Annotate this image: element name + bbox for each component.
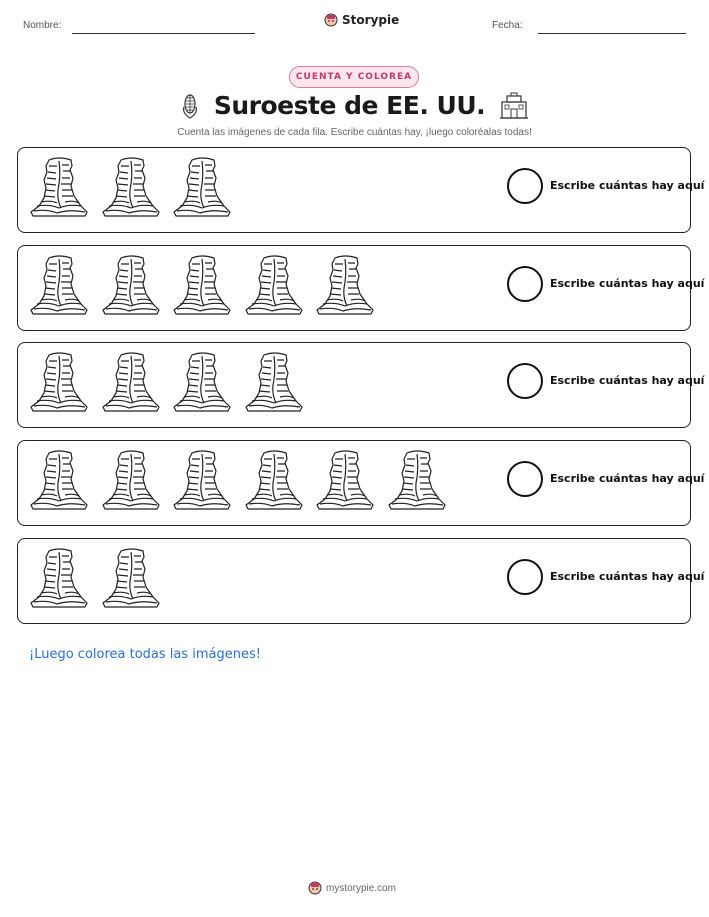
butte-rock-icon: [29, 547, 89, 611]
date-line[interactable]: [538, 33, 686, 34]
butte-rock-icon: [101, 547, 161, 611]
butte-rock-icon: [101, 351, 161, 415]
butte-rock-icon: [172, 254, 232, 318]
storypie-logo-icon: [324, 13, 338, 27]
butte-rock-icon: [172, 449, 232, 513]
butte-rock-icon: [315, 449, 375, 513]
title-row: [0, 91, 709, 120]
butte-rock-icon: [29, 351, 89, 415]
counting-row: [17, 147, 705, 233]
butte-rock-icon: [101, 254, 161, 318]
butte-rock-icon: [244, 449, 304, 513]
answer-circle[interactable]: [507, 363, 543, 399]
answer-circle[interactable]: [507, 559, 543, 595]
footer-url: mystorypie.com: [326, 882, 397, 894]
answer-label: Escribe cuántas hay aquí: [550, 179, 705, 192]
counting-row: [17, 538, 705, 624]
name-label: Nombre:: [23, 20, 62, 31]
answer-label: Escribe cuántas hay aquí: [550, 570, 705, 583]
answer-circle[interactable]: [507, 168, 543, 204]
butte-rock-icon: [172, 156, 232, 220]
butte-rock-icon: [315, 254, 375, 318]
answer-circle[interactable]: [507, 461, 543, 497]
counting-row: [17, 342, 705, 428]
counting-row: [17, 440, 705, 526]
butte-rock-icon: [101, 449, 161, 513]
brand-name: Storypie: [342, 13, 400, 27]
name-line[interactable]: [72, 33, 255, 34]
activity-badge: CUENTA Y COLOREA: [289, 66, 419, 88]
butte-rock-icon: [29, 254, 89, 318]
adobe-building-icon: [499, 92, 529, 120]
answer-label: Escribe cuántas hay aquí: [550, 277, 705, 290]
butte-rock-icon: [244, 254, 304, 318]
butte-rock-icon: [29, 449, 89, 513]
butte-rock-icon: [387, 449, 447, 513]
answer-label: Escribe cuántas hay aquí: [550, 472, 705, 485]
butte-rock-icon: [29, 156, 89, 220]
butte-rock-icon: [172, 351, 232, 415]
brand: [324, 13, 399, 27]
date-label: Fecha:: [492, 20, 523, 31]
page-title: Suroeste de EE. UU.: [213, 91, 486, 120]
instructions: Cuenta las imágenes de cada fila. Escribe cuántas hay, ¡luego coloréalas todas!: [177, 127, 532, 138]
color-instruction: ¡Luego colorea todas las imágenes!: [29, 647, 261, 662]
storypie-logo-icon: [308, 881, 322, 895]
butte-rock-icon: [244, 351, 304, 415]
answer-circle[interactable]: [507, 266, 543, 302]
counting-row: [17, 245, 705, 331]
corn-icon: [180, 93, 200, 119]
footer: [308, 881, 396, 895]
butte-rock-icon: [101, 156, 161, 220]
answer-label: Escribe cuántas hay aquí: [550, 374, 705, 387]
